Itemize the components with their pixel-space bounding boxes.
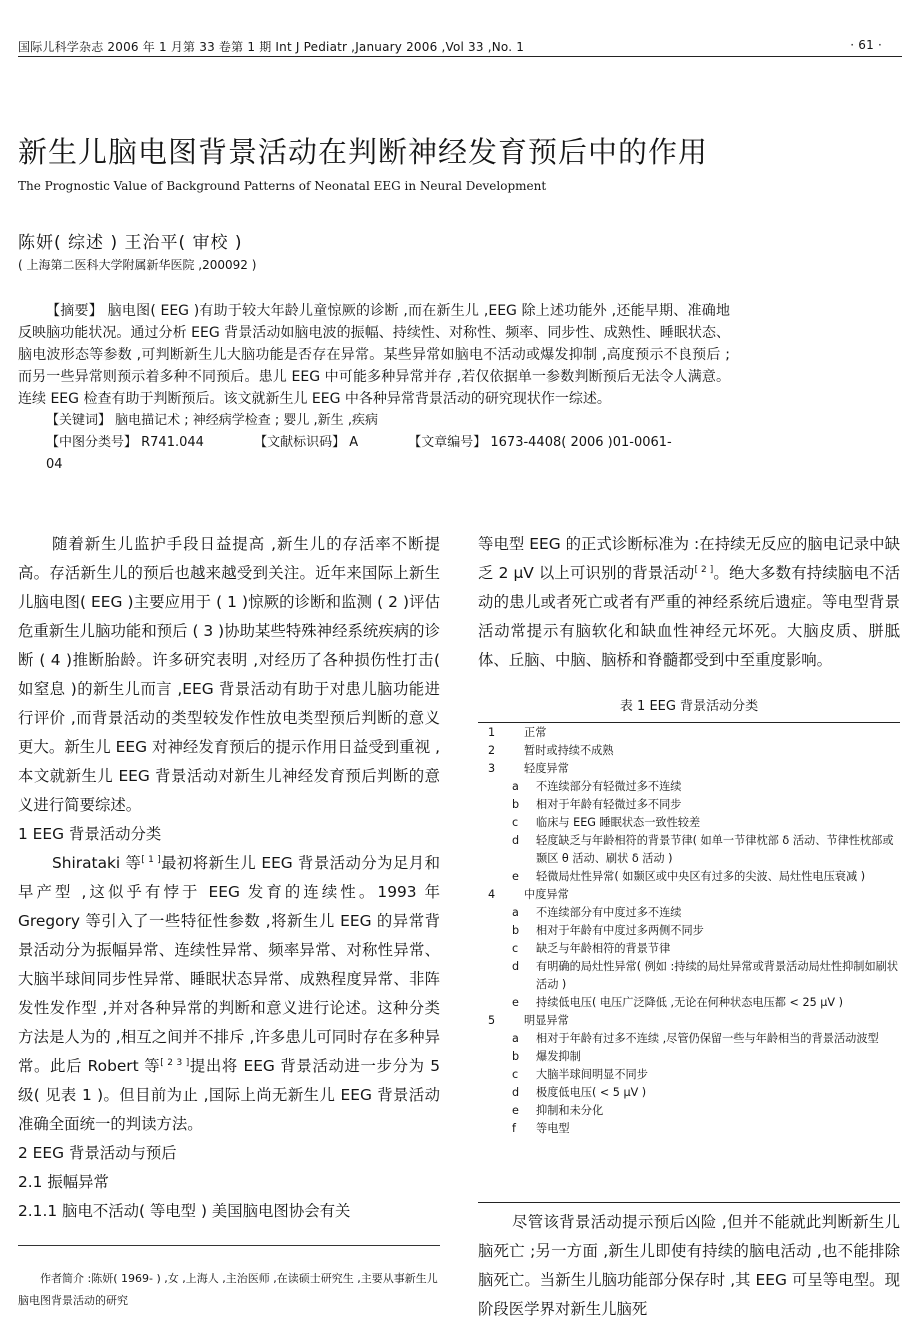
table-cell-text: 中度异常 (524, 888, 569, 901)
affiliation: ( 上海第二医科大学附属新华医院 ,200092 ) (18, 258, 257, 272)
abstract (18, 300, 730, 476)
table-sub-letter: f (512, 1122, 516, 1135)
article-title-english: The Prognostic Value of Background Patterns of Neonatal EEG in Neural Development (18, 179, 547, 193)
table-row (478, 778, 900, 796)
table-row (478, 994, 900, 1012)
brain-death-paragraph: 尽管该背景活动提示预后凶险 ,但并不能就此判断新生儿脑死亡 ;另一方面 ,新生儿即使有持续的脑电活动 ,也不能排除脑死亡。当新生儿脑功能部分保存时 ,其 EEG 可呈等电型。现阶段医学界对新生儿脑死 (478, 1213, 900, 1318)
table-sub-letter: c (512, 1068, 519, 1081)
table-cell-text: 明显异常 (524, 1014, 569, 1027)
citation[interactable]: [ 2 3 ] (160, 1057, 190, 1068)
table-row (478, 1066, 900, 1084)
table-title: 表 1 EEG 背景活动分类 (619, 699, 759, 714)
table-row (478, 832, 900, 868)
table-row (478, 904, 900, 922)
document-code: 【文献标识码】 A (254, 435, 359, 450)
table-rule-bottom (478, 1202, 900, 1203)
table-sub-letter: b (512, 1050, 520, 1063)
classification-line (18, 432, 730, 476)
isoelectric-paragraph (478, 530, 900, 675)
article-number: 【文章编号】 1673-4408( 2006 )01-0061-04 (46, 435, 672, 472)
table-cell-text: 相对于年龄有中度过多两侧不同步 (536, 924, 704, 937)
table-sub-letter: c (512, 816, 519, 829)
table-sub-letter: a (512, 906, 519, 919)
table-row (478, 814, 900, 832)
table-cell-text: 有明确的局灶性异常( 例如 :持续的局灶异常或背景活动局灶性抑制如刷状活动 ) (536, 960, 899, 991)
body-right-continued (478, 1208, 900, 1324)
table-cell-text: 相对于年龄有过多不连续 ,尽管仍保留一些与年龄相当的背景活动波型 (536, 1032, 879, 1045)
table-sub-letter: d (512, 1086, 520, 1099)
section-2-heading: 2 EEG 背景活动与预后 (18, 1144, 177, 1162)
table-row (478, 886, 900, 904)
table-cell-text: 不连续部分有轻微过多不连续 (536, 780, 682, 793)
text-run: 。绝大多数有持续脑电不活动的患儿或者死亡或者有严重的神经系统后遗症。等电型背景活动常提示有脑软化和缺血性神经元坏死。大脑皮质、胼胝体、丘脑、中脑、脑桥和脊髓都受到中至重度影响。 (478, 564, 900, 669)
table-row (478, 724, 900, 742)
text-run: 等电型 EEG 的正式诊断标准为 :在持续无反应的脑电记录中缺乏 2 μV 以上可识别的背景活动 (478, 535, 900, 582)
author-footnote: 作者简介 :陈妍( 1969- ) ,女 ,上海人 ,主治医师 ,在读硕士研究生 ,主要从事新生儿脑电图背景活动的研究 (18, 1272, 438, 1307)
table-sub-letter: d (512, 834, 520, 847)
table-level-number: 1 (488, 726, 496, 739)
table-sub-letter: e (512, 870, 519, 883)
text-run: 提出将 EEG 背景活动进一步分为 5 级( 见表 1 )。但目前为止 ,国际上尚无新生儿 EEG 背景活动准确全面统一的判读方法。 (18, 1057, 440, 1133)
table-row (478, 868, 900, 886)
classification-table (478, 724, 900, 1138)
classification-paragraph (18, 849, 440, 1139)
section-2-1-heading: 2.1 振幅异常 (18, 1173, 109, 1191)
table-row (478, 1084, 900, 1102)
authors: 陈妍( 综述 ) 王治平( 审校 ) (18, 233, 243, 253)
table-level-number: 2 (488, 744, 496, 757)
table-level-number: 3 (488, 762, 496, 775)
table-row (478, 760, 900, 778)
table-row (478, 1012, 900, 1030)
table-cell-text: 抑制和未分化 (536, 1104, 604, 1117)
table-row (478, 940, 900, 958)
table-cell-text: 正常 (524, 726, 547, 739)
table-cell-text: 大脑半球间明显不同步 (536, 1068, 648, 1081)
table-level-number: 4 (488, 888, 496, 901)
table-row (478, 1120, 900, 1138)
table-row (478, 1048, 900, 1066)
table-row (478, 1102, 900, 1120)
keywords: 【关键词】 脑电描记术 ; 神经病学检查 ; 婴儿 ,新生 ,疾病 (46, 413, 378, 428)
table-sub-letter: e (512, 1104, 519, 1117)
table-row (478, 922, 900, 940)
journal-info: 国际儿科学杂志 2006 年 1 月第 33 卷第 1 期 Int J Pediatr ,January 2006 ,Vol 33 ,No. 1 (18, 40, 525, 54)
table-cell-text: 缺乏与年龄相符的背景节律 (536, 942, 671, 955)
table-cell-text: 轻微局灶性异常( 如颞区或中央区有过多的尖波、局灶性电压衰减 ) (536, 870, 866, 883)
table-cell-text: 持续低电压( 电压广泛降低 ,无论在何种状态电压都 < 25 μV ) (536, 996, 843, 1009)
table-sub-letter: e (512, 996, 519, 1009)
table-row (478, 958, 900, 994)
header-rule (18, 56, 902, 57)
body-right-column (478, 530, 900, 675)
table-cell-text: 轻度异常 (524, 762, 569, 775)
table-sub-letter: b (512, 924, 520, 937)
table-cell-text: 相对于年龄有轻微过多不同步 (536, 798, 682, 811)
table-sub-letter: c (512, 942, 519, 955)
table-row (478, 742, 900, 760)
citation[interactable]: [ 2 ] (694, 564, 714, 575)
text-run: 最初将新生儿 EEG 背景活动分为足月和早产型 ,这似乎有悖于 EEG 发育的连续性。1993 年 Gregory 等引入了一些特征性参数 ,将新生儿 EEG 的异常背景活动分为振幅异常、连续性异常、频率异常、对称性异常、大脑半球间同步性异常、睡眠状态异常、成熟程度异常、非阵发性发作型 ,并对各种异常的判断和意义进行论述。这种分类方法是人为的 ,相互之间并不排斥 ,许多患儿可同时存在多种异常。此后 Robert 等 (18, 854, 440, 1075)
table-cell-text: 爆发抑制 (536, 1050, 581, 1063)
table-sub-letter: b (512, 798, 520, 811)
table-row (478, 1030, 900, 1048)
table-cell-text: 极度低电压( < 5 μV ) (536, 1086, 647, 1099)
text-run: Shirataki 等 (52, 854, 142, 872)
table-cell-text: 临床与 EEG 睡眠状态一致性较差 (536, 816, 701, 829)
body-left-column (18, 530, 440, 1226)
table-cell-text: 轻度缺乏与年龄相符的背景节律( 如单一节律枕部 δ 活动、节律性枕部或颞区 θ 活动、刷状 δ 活动 ) (536, 834, 894, 865)
section-2-1-1-heading: 2.1.1 脑电不活动( 等电型 ) 美国脑电图协会有关 (18, 1202, 351, 1220)
section-1-heading: 1 EEG 背景活动分类 (18, 825, 162, 843)
citation[interactable]: [ 1 ] (141, 854, 161, 865)
table-rule-top (478, 722, 900, 723)
table-level-number: 5 (488, 1014, 496, 1027)
footnote-rule (18, 1245, 440, 1246)
page-number: · 61 · (850, 38, 882, 52)
table-cell-text: 不连续部分有中度过多不连续 (536, 906, 682, 919)
abstract-text: 【摘要】 脑电图( EEG )有助于较大年龄儿童惊厥的诊断 ,而在新生儿 ,EEG 除上述功能外 ,还能早期、准确地反映脑功能状况。通过分析 EEG 背景活动如脑电波的振幅、持续性、对称性、频率、同步性、成熟性、睡眠状态、脑电波形态等参数 ,可判断新生儿大脑功能是否存在异常。某些异常如脑电不活动或爆发抑制 ,高度预示不良预后 ;而另一些异常则预示着多种不同预后。患儿 EEG 中可能多种异常并存 ,若仅依据单一参数判断预后无法令人满意。连续 EEG 检查有助于判断预后。该文就新生儿 EEG 中各种异常背景活动的研究现状作一综述。 (18, 303, 730, 407)
running-header (18, 38, 902, 55)
table-sub-letter: d (512, 960, 520, 973)
article-title: 新生儿脑电图背景活动在判断神经发育预后中的作用 (18, 135, 709, 169)
intro-paragraph: 随着新生儿监护手段日益提高 ,新生儿的存活率不断提高。存活新生儿的预后也越来越受到关注。近年来国际上新生儿脑电图( EEG )主要应用于 ( 1 )惊厥的诊断和监测 ( 2 )评估危重新生儿脑功能和预后 ( 3 )协助某些特殊神经系统疾病的诊断 ( 4 )推断胎龄。许多研究表明 ,对经历了各种损伤性打击( 如窒息 )的新生儿而言 ,EEG 背景活动有助于对患儿脑功能进行评价 ,而背景活动的类型较发作性放电类型预后判断的意义更大。新生儿 EEG 对神经发育预后的提示作用日益受到重视 ,本文就新生儿 EEG 背景活动对新生儿神经发育预后判断的意义进行简要综述。 (18, 535, 440, 814)
table-sub-letter: a (512, 1032, 519, 1045)
classification-number: 【中图分类号】 R741.044 (46, 435, 204, 450)
table-cell-text: 等电型 (536, 1122, 570, 1135)
table-row (478, 796, 900, 814)
table-sub-letter: a (512, 780, 519, 793)
table-cell-text: 暂时或持续不成熟 (524, 744, 614, 757)
